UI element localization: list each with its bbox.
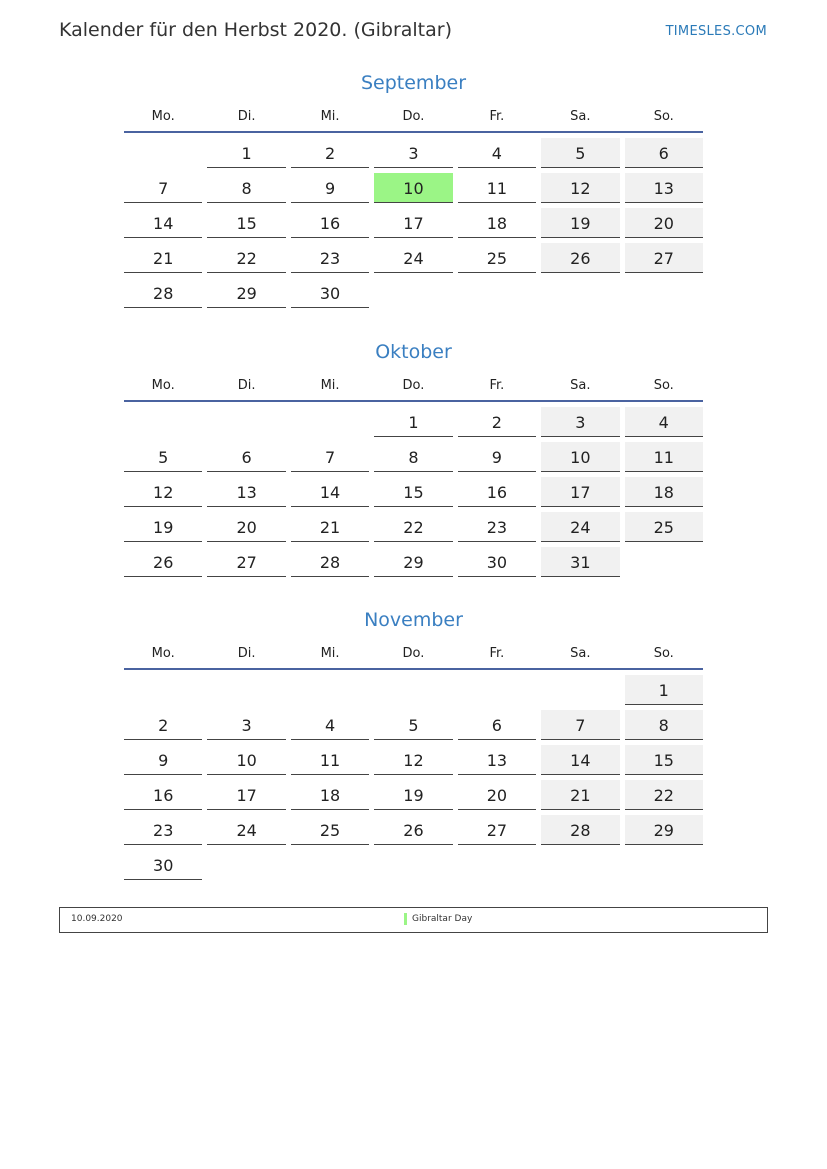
day-cell: 8 bbox=[374, 442, 452, 472]
day-cell: 23 bbox=[458, 512, 536, 542]
day-cell: 27 bbox=[458, 815, 536, 845]
day-cell: 30 bbox=[291, 278, 369, 308]
day-cell: 14 bbox=[541, 745, 619, 775]
empty-day-cell bbox=[458, 278, 536, 308]
month-november bbox=[124, 605, 703, 885]
week-row bbox=[124, 815, 703, 845]
week-row bbox=[124, 138, 703, 168]
day-cell: 23 bbox=[124, 815, 202, 845]
weekday-label: Sa. bbox=[570, 378, 591, 393]
day-cell: 11 bbox=[625, 442, 703, 472]
day-cell: 25 bbox=[625, 512, 703, 542]
day-cell: 10 bbox=[541, 442, 619, 472]
day-cell: 18 bbox=[291, 780, 369, 810]
day-cell: 12 bbox=[374, 745, 452, 775]
day-cell: 8 bbox=[207, 173, 285, 203]
weekday-header-row bbox=[124, 367, 703, 401]
day-cell: 2 bbox=[458, 407, 536, 437]
day-cell: 2 bbox=[291, 138, 369, 168]
day-cell: 29 bbox=[625, 815, 703, 845]
weekday-label: So. bbox=[653, 646, 674, 661]
weekday-label: Do. bbox=[402, 109, 425, 124]
weekday-label: Di. bbox=[237, 109, 256, 124]
day-cell: 21 bbox=[124, 243, 202, 273]
holiday-day-cell: 10 bbox=[374, 173, 452, 203]
day-cell: 15 bbox=[625, 745, 703, 775]
empty-day-cell bbox=[124, 675, 202, 705]
day-cell: 16 bbox=[291, 208, 369, 238]
day-cell: 14 bbox=[291, 477, 369, 507]
empty-day-cell bbox=[207, 407, 285, 437]
day-cell: 8 bbox=[625, 710, 703, 740]
empty-day-cell bbox=[625, 850, 703, 880]
holiday-color-marker bbox=[404, 913, 407, 925]
empty-day-cell bbox=[374, 278, 452, 308]
empty-day-cell bbox=[124, 407, 202, 437]
day-cell: 26 bbox=[541, 243, 619, 273]
empty-day-cell bbox=[541, 850, 619, 880]
day-cell: 24 bbox=[374, 243, 452, 273]
page-title: Kalender für den Herbst 2020. (Gibraltar) bbox=[59, 19, 452, 41]
day-grid bbox=[124, 133, 703, 308]
day-cell: 26 bbox=[124, 547, 202, 577]
weekday-label: So. bbox=[653, 378, 674, 393]
empty-day-cell bbox=[374, 675, 452, 705]
day-cell: 4 bbox=[458, 138, 536, 168]
day-cell: 27 bbox=[625, 243, 703, 273]
weekday-label: Mi. bbox=[320, 378, 340, 393]
month-september bbox=[124, 68, 703, 313]
day-cell: 29 bbox=[374, 547, 452, 577]
day-cell: 22 bbox=[207, 243, 285, 273]
brand-link[interactable]: TIMESLES.COM bbox=[665, 24, 767, 39]
day-cell: 5 bbox=[374, 710, 452, 740]
weekday-label: Do. bbox=[402, 646, 425, 661]
week-row bbox=[124, 243, 703, 273]
day-cell: 17 bbox=[374, 208, 452, 238]
day-cell: 17 bbox=[207, 780, 285, 810]
week-row bbox=[124, 278, 703, 308]
day-cell: 13 bbox=[458, 745, 536, 775]
day-cell: 16 bbox=[458, 477, 536, 507]
day-cell: 26 bbox=[374, 815, 452, 845]
week-row bbox=[124, 710, 703, 740]
day-grid bbox=[124, 402, 703, 577]
day-cell: 22 bbox=[625, 780, 703, 810]
empty-day-cell bbox=[291, 407, 369, 437]
week-row bbox=[124, 173, 703, 203]
day-cell: 13 bbox=[207, 477, 285, 507]
day-cell: 30 bbox=[458, 547, 536, 577]
day-cell: 28 bbox=[124, 278, 202, 308]
day-cell: 20 bbox=[207, 512, 285, 542]
day-cell: 15 bbox=[374, 477, 452, 507]
weekday-label: Sa. bbox=[570, 109, 591, 124]
day-cell: 19 bbox=[541, 208, 619, 238]
day-cell: 21 bbox=[541, 780, 619, 810]
month-title: November bbox=[364, 609, 463, 631]
day-cell: 9 bbox=[458, 442, 536, 472]
day-cell: 18 bbox=[625, 477, 703, 507]
day-cell: 16 bbox=[124, 780, 202, 810]
day-cell: 1 bbox=[374, 407, 452, 437]
weekday-header-row bbox=[124, 98, 703, 132]
weekday-label: So. bbox=[653, 109, 674, 124]
weekday-label: Fr. bbox=[489, 378, 505, 393]
day-cell: 1 bbox=[625, 675, 703, 705]
day-grid bbox=[124, 670, 703, 880]
day-cell: 11 bbox=[458, 173, 536, 203]
week-row bbox=[124, 850, 703, 880]
month-title: Oktober bbox=[375, 341, 452, 363]
empty-day-cell bbox=[207, 850, 285, 880]
day-cell: 3 bbox=[541, 407, 619, 437]
day-cell: 12 bbox=[541, 173, 619, 203]
empty-day-cell bbox=[124, 138, 202, 168]
week-row bbox=[124, 208, 703, 238]
day-cell: 7 bbox=[291, 442, 369, 472]
day-cell: 20 bbox=[625, 208, 703, 238]
day-cell: 28 bbox=[291, 547, 369, 577]
day-cell: 24 bbox=[207, 815, 285, 845]
day-cell: 10 bbox=[207, 745, 285, 775]
day-cell: 21 bbox=[291, 512, 369, 542]
weekday-label: Mi. bbox=[320, 646, 340, 661]
weekday-label: Di. bbox=[237, 378, 256, 393]
day-cell: 31 bbox=[541, 547, 619, 577]
empty-day-cell bbox=[625, 547, 703, 577]
day-cell: 11 bbox=[291, 745, 369, 775]
week-row bbox=[124, 407, 703, 437]
day-cell: 23 bbox=[291, 243, 369, 273]
day-cell: 6 bbox=[207, 442, 285, 472]
day-cell: 19 bbox=[124, 512, 202, 542]
week-row bbox=[124, 512, 703, 542]
weekday-label: Mo. bbox=[151, 646, 175, 661]
empty-day-cell bbox=[458, 850, 536, 880]
weekday-label: Mi. bbox=[320, 109, 340, 124]
week-row bbox=[124, 442, 703, 472]
day-cell: 7 bbox=[124, 173, 202, 203]
empty-day-cell bbox=[291, 675, 369, 705]
day-cell: 1 bbox=[207, 138, 285, 168]
month-title: September bbox=[360, 72, 467, 94]
empty-day-cell bbox=[625, 278, 703, 308]
day-cell: 30 bbox=[124, 850, 202, 880]
week-row bbox=[124, 675, 703, 705]
week-row bbox=[124, 477, 703, 507]
empty-day-cell bbox=[458, 675, 536, 705]
day-cell: 6 bbox=[625, 138, 703, 168]
empty-day-cell bbox=[541, 675, 619, 705]
day-cell: 7 bbox=[541, 710, 619, 740]
day-cell: 22 bbox=[374, 512, 452, 542]
day-cell: 3 bbox=[207, 710, 285, 740]
day-cell: 2 bbox=[124, 710, 202, 740]
month-oktober bbox=[124, 337, 703, 582]
day-cell: 20 bbox=[458, 780, 536, 810]
week-row bbox=[124, 547, 703, 577]
day-cell: 5 bbox=[541, 138, 619, 168]
weekday-label: Fr. bbox=[489, 646, 505, 661]
week-row bbox=[124, 780, 703, 810]
empty-day-cell bbox=[291, 850, 369, 880]
day-cell: 17 bbox=[541, 477, 619, 507]
day-cell: 4 bbox=[291, 710, 369, 740]
week-row bbox=[124, 745, 703, 775]
weekday-label: Sa. bbox=[570, 646, 591, 661]
weekday-label: Mo. bbox=[151, 378, 175, 393]
day-cell: 12 bbox=[124, 477, 202, 507]
empty-day-cell bbox=[207, 675, 285, 705]
day-cell: 14 bbox=[124, 208, 202, 238]
holiday-name: Gibraltar Day bbox=[412, 914, 473, 924]
day-cell: 15 bbox=[207, 208, 285, 238]
holiday-list bbox=[59, 907, 768, 933]
day-cell: 28 bbox=[541, 815, 619, 845]
day-cell: 24 bbox=[541, 512, 619, 542]
empty-day-cell bbox=[541, 278, 619, 308]
day-cell: 19 bbox=[374, 780, 452, 810]
day-cell: 9 bbox=[124, 745, 202, 775]
day-cell: 9 bbox=[291, 173, 369, 203]
day-cell: 4 bbox=[625, 407, 703, 437]
day-cell: 6 bbox=[458, 710, 536, 740]
day-cell: 25 bbox=[458, 243, 536, 273]
day-cell: 3 bbox=[374, 138, 452, 168]
day-cell: 5 bbox=[124, 442, 202, 472]
weekday-label: Di. bbox=[237, 646, 256, 661]
empty-day-cell bbox=[374, 850, 452, 880]
day-cell: 29 bbox=[207, 278, 285, 308]
weekday-label: Fr. bbox=[489, 109, 505, 124]
holiday-date: 10.09.2020 bbox=[71, 914, 123, 924]
day-cell: 25 bbox=[291, 815, 369, 845]
day-cell: 27 bbox=[207, 547, 285, 577]
day-cell: 13 bbox=[625, 173, 703, 203]
weekday-label: Do. bbox=[402, 378, 425, 393]
day-cell: 18 bbox=[458, 208, 536, 238]
weekday-header-row bbox=[124, 635, 703, 669]
weekday-label: Mo. bbox=[151, 109, 175, 124]
